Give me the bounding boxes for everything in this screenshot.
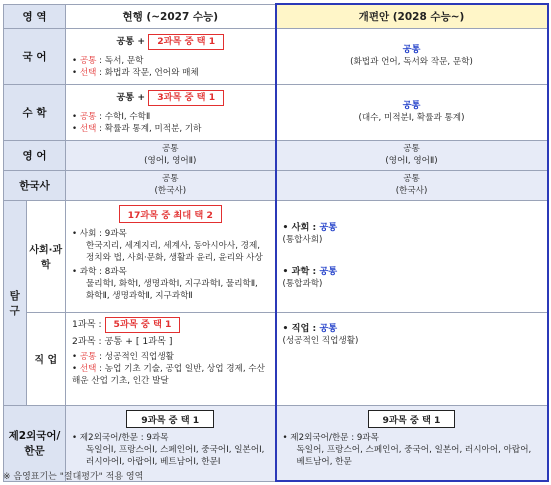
second-language-new bbox=[276, 405, 548, 481]
math-current: 공통 + 3과목 중 택 1 • 공통 : 수학Ⅰ, 수학Ⅱ • 선택 : 확률과 통계, 미적분, 기하 bbox=[66, 84, 276, 140]
korean-common-text: : 독서, 문학 bbox=[96, 55, 144, 66]
job-elective-text: : 농업 기초 기술, 공업 일반, 상업 경제, 수산해운 산업 기초, 인간 발달 bbox=[72, 364, 265, 387]
inquiry-group bbox=[4, 200, 66, 405]
job-current: 1과목 : 5과목 중 택 1 2과목 : 공통 + [ 1과목 ] • 공통 : 성공적인 직업생활 • 선택 : 농업 기초 기술, 공업 일반, 상업 경제, 수산해운 산업 기초, 인간 발달 bbox=[66, 313, 276, 405]
new-job-sub: (성공적인 직업생활) bbox=[282, 336, 359, 347]
job-new bbox=[276, 313, 548, 405]
comparison-table bbox=[3, 3, 549, 482]
new-science-label: • 과학 : bbox=[282, 266, 320, 278]
korean-new bbox=[276, 28, 548, 84]
history-new bbox=[276, 170, 548, 200]
korean-elective-tag: 선택 bbox=[79, 67, 97, 78]
math-cur-main: 공통 + bbox=[116, 91, 149, 103]
math-elective-text: : 확률과 통계, 미적분, 기하 bbox=[96, 123, 202, 134]
social-list: 한국지리, 세계지리, 세계사, 동아시아사, 경제, 정치와 법, 사회·문화, 생활과 윤리, 윤리와 사상 bbox=[86, 240, 263, 263]
math-common-tag: 공통 bbox=[79, 111, 97, 122]
english-cur-sub: (영어Ⅰ, 영어Ⅱ) bbox=[144, 156, 197, 166]
new-social-sub: (통합사회) bbox=[282, 235, 323, 246]
math-new bbox=[276, 84, 548, 140]
second-lang-new-head: • 제2외국어/한문 : 9과목 bbox=[282, 432, 379, 443]
history-cur-main: 공통 bbox=[161, 174, 179, 184]
history-new-main: 공통 bbox=[403, 174, 420, 184]
english-current bbox=[66, 140, 276, 170]
math-choice-box: 3과목 중 택 1 bbox=[148, 90, 224, 106]
math-new-sub: (대수, 미적분Ⅰ, 확률과 통계) bbox=[358, 113, 465, 123]
second-lang-new-list: 독일어, 프랑스어, 스페인어, 중국어, 일본어, 러시아어, 아랍어, 베트남어, 한문 bbox=[296, 444, 532, 467]
footnote: ※ 음영표기는 "절대평가" 적용 영역 bbox=[3, 472, 144, 482]
english-cur-main: 공통 bbox=[161, 144, 179, 154]
row-label-inquiry: 탐 구 bbox=[4, 201, 26, 405]
korean-current: 공통 + 2과목 중 택 1 • 공통 : 독서, 문학 • 선택 : 화법과 작문, 언어와 매체 bbox=[66, 28, 276, 84]
job-elective-tag: 선택 bbox=[79, 364, 97, 375]
math-elective-tag: 선택 bbox=[79, 123, 97, 134]
science-list: 물리학Ⅰ, 화학Ⅰ, 생명과학Ⅰ, 지구과학Ⅰ, 물리학Ⅱ, 화학Ⅱ, 생명과학Ⅱ, 지구과학Ⅱ bbox=[86, 278, 258, 301]
row-label-korean: 국 어 bbox=[4, 28, 66, 84]
korean-new-sub: (화법과 언어, 독서와 작문, 문학) bbox=[350, 57, 473, 67]
english-new-sub: (영어Ⅰ, 영어Ⅱ) bbox=[385, 156, 438, 166]
job-common-text: : 성공적인 직업생활 bbox=[96, 352, 174, 363]
social-choice-box: 17과목 중 최대 택 2 bbox=[119, 205, 222, 223]
row-label-second-language: 제2외국어/한문 bbox=[4, 405, 66, 481]
korean-choice-box: 2과목 중 택 1 bbox=[148, 34, 224, 50]
header-area: 영 역 bbox=[4, 4, 66, 28]
new-social-label: • 사회 : bbox=[282, 222, 320, 234]
row-label-job: 직 업 bbox=[26, 313, 65, 405]
header-current: 현행 (~2027 수능) bbox=[66, 4, 276, 28]
row-label-history: 한국사 bbox=[4, 170, 66, 200]
english-new-main: 공통 bbox=[403, 144, 420, 154]
header-new: 개편안 (2028 수능~) bbox=[276, 4, 548, 28]
math-common-text: : 수학Ⅰ, 수학Ⅱ bbox=[96, 111, 151, 122]
new-science-common: 공통 bbox=[319, 266, 338, 278]
job-first-subject: 1과목 : bbox=[72, 319, 105, 331]
row-label-social-science: 사회·과학 bbox=[26, 201, 65, 313]
social-count: • 사회 : 9과목 bbox=[72, 228, 127, 239]
korean-cur-main: 공통 + bbox=[116, 35, 149, 47]
new-science-sub: (통합과학) bbox=[282, 279, 323, 290]
row-label-english: 영 어 bbox=[4, 140, 66, 170]
job-choice-box: 5과목 중 택 1 bbox=[105, 317, 181, 333]
new-job-common: 공통 bbox=[319, 323, 338, 335]
social-science-current bbox=[66, 200, 276, 313]
korean-elective-text: : 화법과 작문, 언어와 매체 bbox=[96, 67, 199, 78]
history-new-sub: (한국사) bbox=[395, 186, 428, 196]
job-second-subject: 2과목 : 공통 + [ 1과목 ] bbox=[72, 336, 173, 348]
korean-new-main: 공통 bbox=[402, 44, 421, 55]
second-lang-new-box: 9과목 중 택 1 bbox=[368, 410, 456, 428]
new-job-label: • 직업 : bbox=[282, 323, 320, 335]
second-lang-cur-list: 독일어Ⅰ, 프랑스어Ⅰ, 스페인어Ⅰ, 중국어Ⅰ, 일본어Ⅰ, 러시아어Ⅰ, 아랍어Ⅰ, 베트남어Ⅰ, 한문Ⅰ bbox=[86, 444, 265, 467]
social-science-new bbox=[276, 200, 548, 313]
second-lang-cur-head: • 제2외국어/한문 : 9과목 bbox=[72, 432, 169, 443]
new-social-common: 공통 bbox=[319, 222, 338, 234]
korean-common-tag: 공통 bbox=[79, 55, 97, 66]
math-new-main: 공통 bbox=[402, 100, 421, 111]
history-cur-sub: (한국사) bbox=[154, 186, 187, 196]
science-count: • 과학 : 8과목 bbox=[72, 266, 127, 277]
job-common-tag: 공통 bbox=[79, 352, 97, 363]
second-lang-cur-box: 9과목 중 택 1 bbox=[126, 410, 214, 428]
english-new bbox=[276, 140, 548, 170]
row-label-math: 수 학 bbox=[4, 84, 66, 140]
history-current bbox=[66, 170, 276, 200]
